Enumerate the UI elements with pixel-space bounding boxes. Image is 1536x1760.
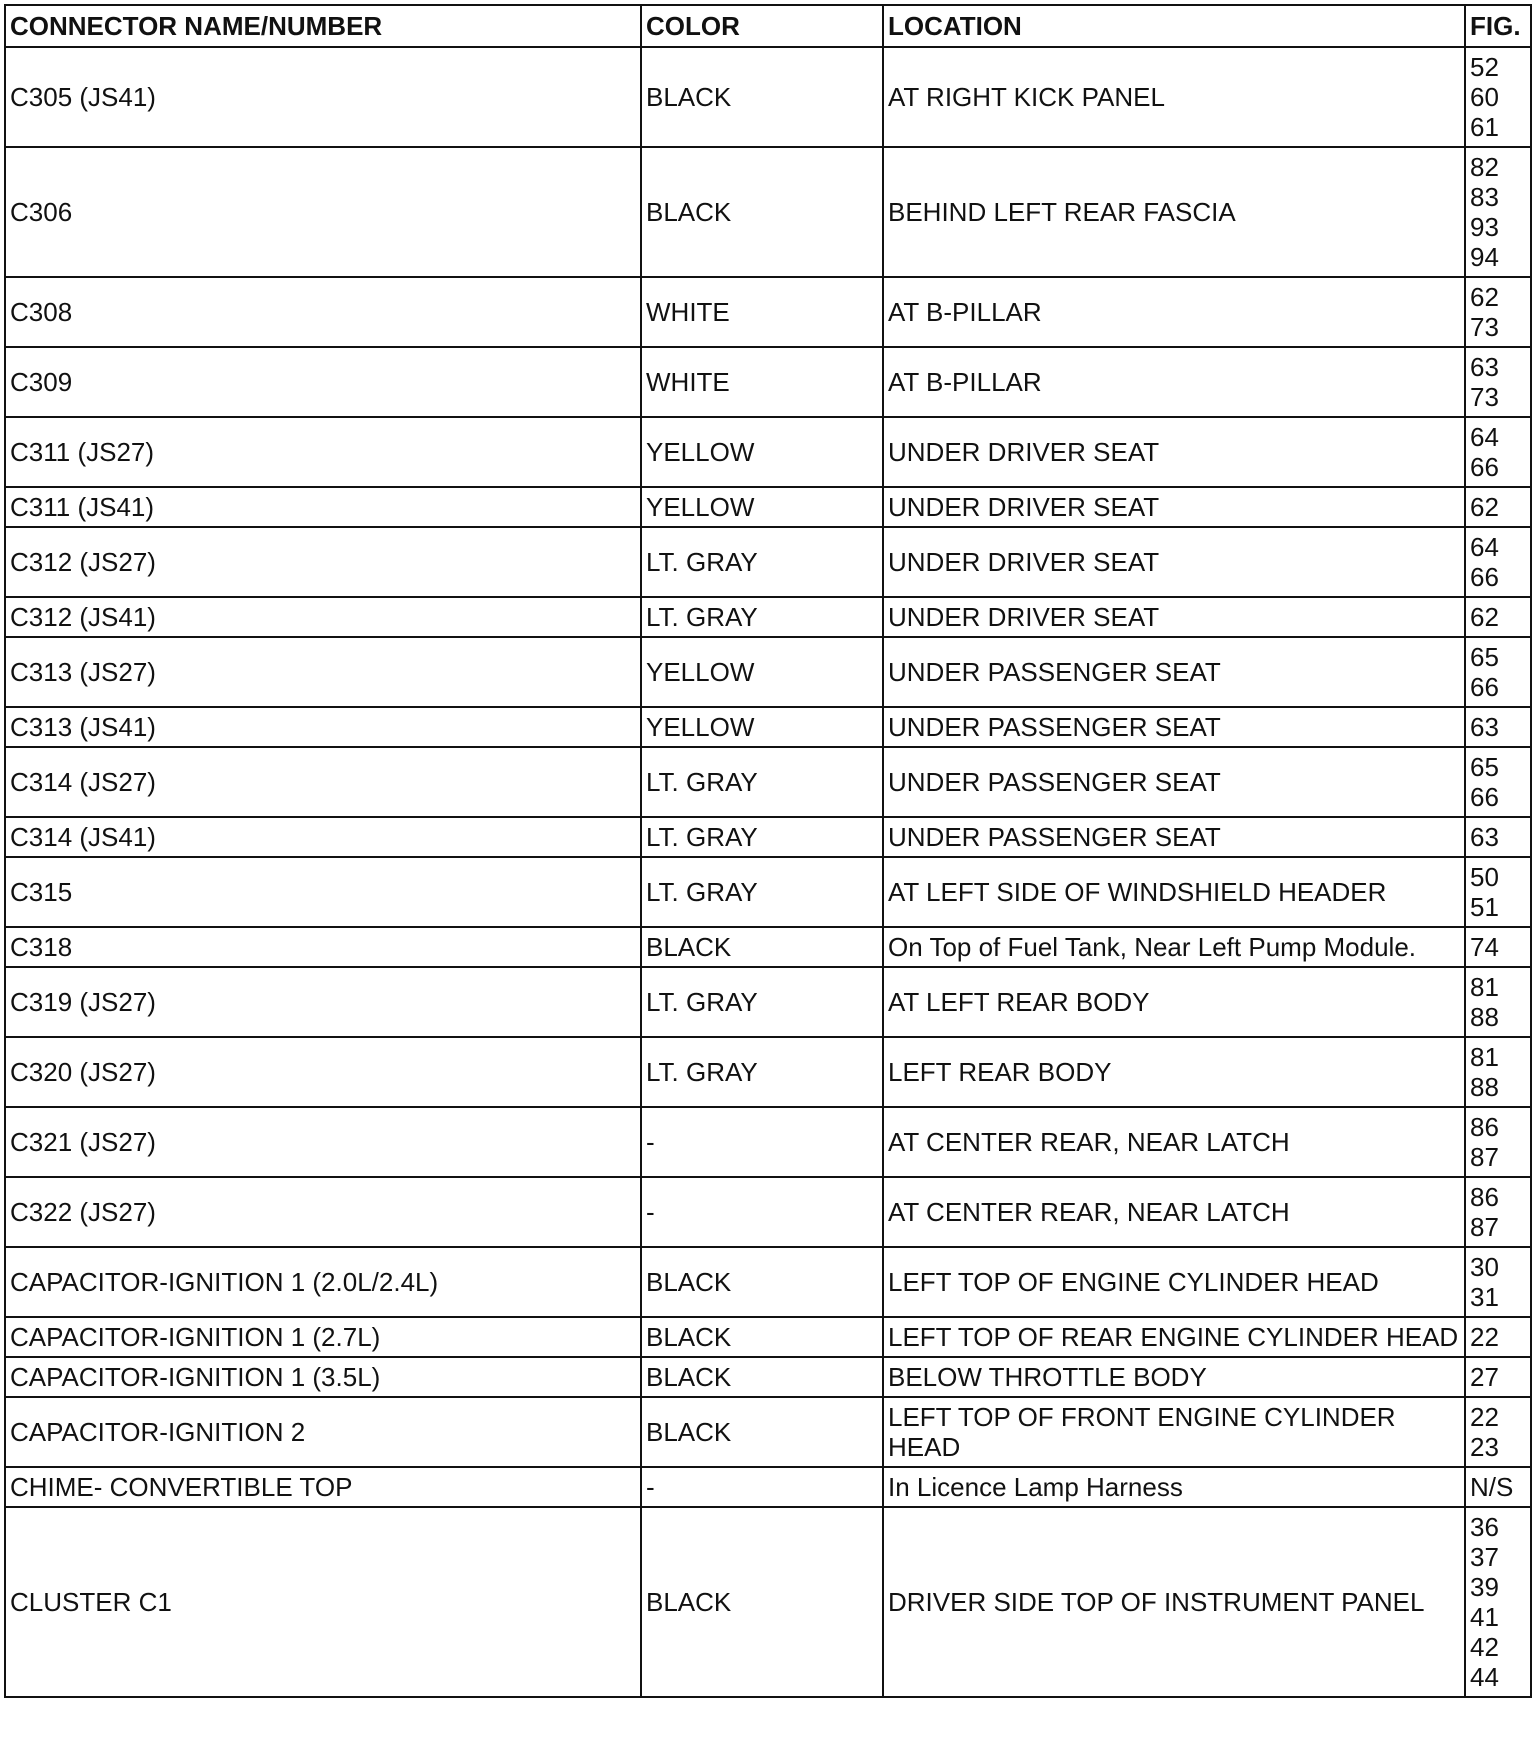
fig-cell: [1465, 747, 1531, 817]
color-cell: BLACK: [641, 147, 883, 277]
table-row: [5, 1507, 1531, 1697]
fig-cell: [1465, 1037, 1531, 1107]
fig-number: 66: [1470, 452, 1499, 482]
location-cell: AT RIGHT KICK PANEL: [883, 47, 1465, 147]
fig-number: 36: [1470, 1512, 1499, 1542]
connector-cell: CLUSTER C1: [5, 1507, 641, 1697]
fig-cell: [1465, 857, 1531, 927]
fig-cell: [1465, 1507, 1531, 1697]
fig-number: 86: [1470, 1112, 1499, 1142]
fig-number: 50: [1470, 862, 1499, 892]
fig-number: 66: [1470, 672, 1499, 702]
connector-cell: C306: [5, 147, 641, 277]
fig-number: 64: [1470, 532, 1499, 562]
color-cell: BLACK: [641, 1357, 883, 1397]
fig-number: 82: [1470, 152, 1499, 182]
color-cell: BLACK: [641, 1397, 883, 1467]
color-cell: LT. GRAY: [641, 1037, 883, 1107]
fig-number: 63: [1470, 352, 1499, 382]
fig-number: 73: [1470, 312, 1499, 342]
fig-number: 30: [1470, 1252, 1499, 1282]
fig-number: 23: [1470, 1432, 1499, 1462]
connector-cell: C311 (JS41): [5, 487, 641, 527]
header-location: LOCATION: [883, 5, 1465, 47]
table-row: [5, 347, 1531, 417]
table-row: [5, 527, 1531, 597]
table-row: [5, 747, 1531, 817]
table-row: [5, 1177, 1531, 1247]
fig-number: 73: [1470, 382, 1499, 412]
connector-cell: C322 (JS27): [5, 1177, 641, 1247]
fig-cell: [1465, 1357, 1531, 1397]
fig-number: N/S: [1470, 1472, 1514, 1502]
fig-number: 62: [1470, 282, 1499, 312]
fig-number: 87: [1470, 1142, 1499, 1172]
header-fig: FIG.: [1465, 5, 1531, 47]
connector-cell: C305 (JS41): [5, 47, 641, 147]
fig-number: 81: [1470, 972, 1499, 1002]
connector-cell: C313 (JS27): [5, 637, 641, 707]
color-cell: YELLOW: [641, 417, 883, 487]
color-cell: BLACK: [641, 1247, 883, 1317]
fig-cell: [1465, 47, 1531, 147]
table-row: [5, 927, 1531, 967]
fig-number: 61: [1470, 112, 1499, 142]
fig-number: 66: [1470, 562, 1499, 592]
table-row: [5, 1107, 1531, 1177]
fig-number: 22: [1470, 1322, 1499, 1352]
connector-cell: C312 (JS41): [5, 597, 641, 637]
location-cell: LEFT TOP OF REAR ENGINE CYLINDER HEAD: [883, 1317, 1465, 1357]
location-cell: UNDER PASSENGER SEAT: [883, 747, 1465, 817]
fig-number: 41: [1470, 1602, 1499, 1632]
color-cell: BLACK: [641, 1507, 883, 1697]
fig-number: 44: [1470, 1662, 1499, 1692]
location-cell: LEFT TOP OF ENGINE CYLINDER HEAD: [883, 1247, 1465, 1317]
location-cell: On Top of Fuel Tank, Near Left Pump Module.: [883, 927, 1465, 967]
table-row: [5, 47, 1531, 147]
connector-cell: C314 (JS41): [5, 817, 641, 857]
fig-number: 93: [1470, 212, 1499, 242]
connector-cell: C319 (JS27): [5, 967, 641, 1037]
header-connector: CONNECTOR NAME/NUMBER: [5, 5, 641, 47]
fig-number: 39: [1470, 1572, 1499, 1602]
location-cell: AT B-PILLAR: [883, 347, 1465, 417]
fig-number: 52: [1470, 52, 1499, 82]
location-cell: AT CENTER REAR, NEAR LATCH: [883, 1177, 1465, 1247]
fig-number: 62: [1470, 602, 1499, 632]
connector-table-page: [4, 4, 1530, 1698]
fig-cell: [1465, 927, 1531, 967]
fig-number: 62: [1470, 492, 1499, 522]
fig-number: 65: [1470, 752, 1499, 782]
fig-number: 37: [1470, 1542, 1499, 1572]
table-body: [5, 47, 1531, 1697]
connector-cell: C311 (JS27): [5, 417, 641, 487]
fig-cell: [1465, 967, 1531, 1037]
connector-cell: CAPACITOR-IGNITION 1 (2.0L/2.4L): [5, 1247, 641, 1317]
location-cell: In Licence Lamp Harness: [883, 1467, 1465, 1507]
fig-cell: [1465, 487, 1531, 527]
table-row: [5, 487, 1531, 527]
location-cell: LEFT REAR BODY: [883, 1037, 1465, 1107]
color-cell: LT. GRAY: [641, 527, 883, 597]
fig-number: 42: [1470, 1632, 1499, 1662]
connector-cell: CAPACITOR-IGNITION 1 (3.5L): [5, 1357, 641, 1397]
color-cell: YELLOW: [641, 637, 883, 707]
location-cell: UNDER DRIVER SEAT: [883, 597, 1465, 637]
location-cell: AT CENTER REAR, NEAR LATCH: [883, 1107, 1465, 1177]
fig-cell: [1465, 277, 1531, 347]
connector-cell: CHIME- CONVERTIBLE TOP: [5, 1467, 641, 1507]
location-cell: UNDER DRIVER SEAT: [883, 487, 1465, 527]
fig-number: 88: [1470, 1072, 1499, 1102]
connector-cell: C308: [5, 277, 641, 347]
fig-cell: [1465, 707, 1531, 747]
fig-number: 27: [1470, 1362, 1499, 1392]
connector-cell: C320 (JS27): [5, 1037, 641, 1107]
fig-number: 94: [1470, 242, 1499, 272]
connector-cell: C309: [5, 347, 641, 417]
fig-cell: [1465, 347, 1531, 417]
fig-number: 87: [1470, 1212, 1499, 1242]
connector-cell: C313 (JS41): [5, 707, 641, 747]
location-cell: BEHIND LEFT REAR FASCIA: [883, 147, 1465, 277]
table-row: [5, 707, 1531, 747]
table-row: [5, 1037, 1531, 1107]
location-cell: UNDER PASSENGER SEAT: [883, 707, 1465, 747]
color-cell: -: [641, 1177, 883, 1247]
connector-cell: C314 (JS27): [5, 747, 641, 817]
location-cell: LEFT TOP OF FRONT ENGINE CYLINDER HEAD: [883, 1397, 1465, 1467]
table-row: [5, 277, 1531, 347]
fig-number: 63: [1470, 822, 1499, 852]
fig-cell: [1465, 1317, 1531, 1357]
connector-cell: C312 (JS27): [5, 527, 641, 597]
color-cell: LT. GRAY: [641, 747, 883, 817]
table-row: [5, 1467, 1531, 1507]
table-row: [5, 857, 1531, 927]
color-cell: WHITE: [641, 347, 883, 417]
color-cell: -: [641, 1467, 883, 1507]
color-cell: WHITE: [641, 277, 883, 347]
fig-number: 65: [1470, 642, 1499, 672]
table-row: [5, 967, 1531, 1037]
fig-cell: [1465, 1467, 1531, 1507]
header-color: COLOR: [641, 5, 883, 47]
location-cell: UNDER DRIVER SEAT: [883, 527, 1465, 597]
location-cell: UNDER PASSENGER SEAT: [883, 817, 1465, 857]
table-row: [5, 637, 1531, 707]
table-row: [5, 817, 1531, 857]
color-cell: BLACK: [641, 927, 883, 967]
table-row: [5, 1317, 1531, 1357]
location-cell: AT B-PILLAR: [883, 277, 1465, 347]
fig-number: 83: [1470, 182, 1499, 212]
fig-cell: [1465, 817, 1531, 857]
color-cell: LT. GRAY: [641, 817, 883, 857]
fig-number: 22: [1470, 1402, 1499, 1432]
fig-cell: [1465, 1177, 1531, 1247]
fig-cell: [1465, 1107, 1531, 1177]
connector-cell: CAPACITOR-IGNITION 2: [5, 1397, 641, 1467]
color-cell: LT. GRAY: [641, 857, 883, 927]
fig-number: 31: [1470, 1282, 1499, 1312]
color-cell: -: [641, 1107, 883, 1177]
fig-number: 66: [1470, 782, 1499, 812]
fig-cell: [1465, 147, 1531, 277]
color-cell: BLACK: [641, 47, 883, 147]
fig-cell: [1465, 637, 1531, 707]
table-row: [5, 417, 1531, 487]
fig-cell: [1465, 417, 1531, 487]
fig-cell: [1465, 597, 1531, 637]
fig-number: 60: [1470, 82, 1499, 112]
connector-cell: C315: [5, 857, 641, 927]
fig-cell: [1465, 1397, 1531, 1467]
fig-number: 63: [1470, 712, 1499, 742]
connector-cell: CAPACITOR-IGNITION 1 (2.7L): [5, 1317, 641, 1357]
color-cell: BLACK: [641, 1317, 883, 1357]
fig-number: 86: [1470, 1182, 1499, 1212]
color-cell: YELLOW: [641, 487, 883, 527]
location-cell: AT LEFT REAR BODY: [883, 967, 1465, 1037]
location-cell: BELOW THROTTLE BODY: [883, 1357, 1465, 1397]
color-cell: YELLOW: [641, 707, 883, 747]
table-row: [5, 147, 1531, 277]
location-cell: AT LEFT SIDE OF WINDSHIELD HEADER: [883, 857, 1465, 927]
color-cell: LT. GRAY: [641, 597, 883, 637]
fig-number: 51: [1470, 892, 1499, 922]
fig-number: 74: [1470, 932, 1499, 962]
location-cell: UNDER PASSENGER SEAT: [883, 637, 1465, 707]
table-row: [5, 597, 1531, 637]
location-cell: DRIVER SIDE TOP OF INSTRUMENT PANEL: [883, 1507, 1465, 1697]
connector-table: [4, 4, 1532, 1698]
table-row: [5, 1357, 1531, 1397]
location-cell: UNDER DRIVER SEAT: [883, 417, 1465, 487]
table-row: [5, 1247, 1531, 1317]
connector-cell: C321 (JS27): [5, 1107, 641, 1177]
fig-number: 64: [1470, 422, 1499, 452]
header-row: [5, 5, 1531, 47]
color-cell: LT. GRAY: [641, 967, 883, 1037]
table-row: [5, 1397, 1531, 1467]
fig-cell: [1465, 527, 1531, 597]
fig-cell: [1465, 1247, 1531, 1317]
fig-number: 88: [1470, 1002, 1499, 1032]
connector-cell: C318: [5, 927, 641, 967]
fig-number: 81: [1470, 1042, 1499, 1072]
